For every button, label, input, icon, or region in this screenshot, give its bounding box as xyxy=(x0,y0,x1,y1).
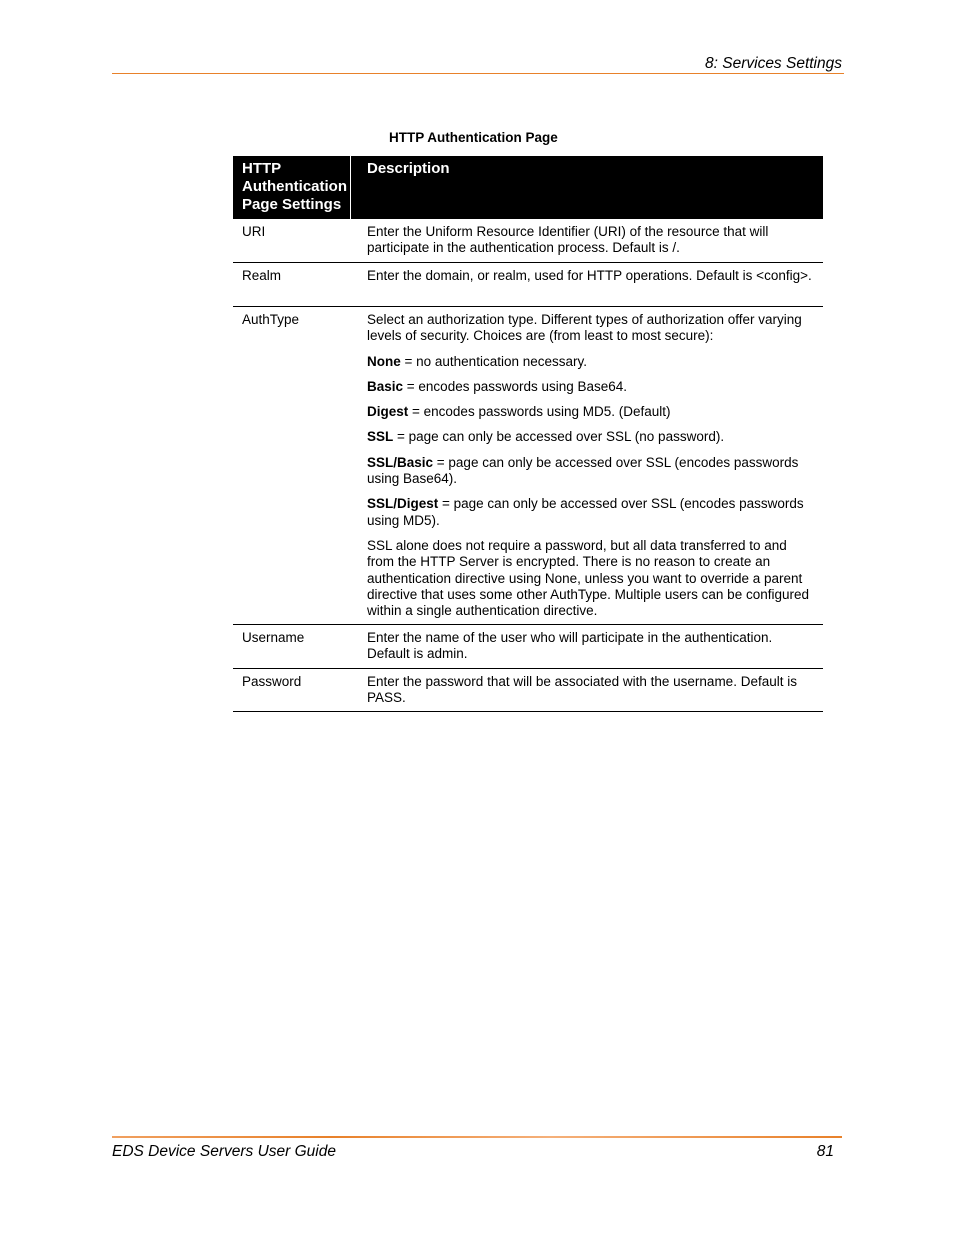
authtype-option-basic: Basic = encodes passwords using Base64. xyxy=(367,378,628,394)
description-text: Enter the domain, or realm, used for HTTP operations. Default is <config>. xyxy=(367,268,812,283)
setting-description xyxy=(351,307,823,624)
setting-name: Realm xyxy=(242,268,282,283)
setting-name: Username xyxy=(242,630,305,645)
authtype-option-ssl-digest: SSL/Digest = page can only be accessed over SSL (encodes passwords using MD5). xyxy=(367,496,804,528)
setting-description xyxy=(351,669,823,711)
table-row-uri xyxy=(233,219,823,263)
header-divider xyxy=(112,73,844,74)
setting-description xyxy=(351,263,823,306)
page-header-section: 8: Services Settings xyxy=(705,55,842,72)
table-caption: HTTP Authentication Page xyxy=(389,130,558,145)
description-text: Select an authorization type. Different types of authorization offer varying levels of security. Choices are (from least to most secure): xyxy=(367,312,802,344)
description-text: Enter the Uniform Resource Identifier (URI) of the resource that will participate in the authentication process. Default is /. xyxy=(367,224,769,256)
authtype-option-ssl: SSL = page can only be accessed over SSL (no password). xyxy=(367,429,725,445)
table-row-password xyxy=(233,669,823,712)
footer-guide-title: EDS Device Servers User Guide xyxy=(112,1143,336,1160)
setting-name: URI xyxy=(242,224,266,239)
authtype-option-digest: Digest = encodes passwords using MD5. (Default) xyxy=(367,404,671,420)
table-header-row xyxy=(233,156,823,219)
setting-description xyxy=(351,625,823,668)
authtype-note: SSL alone does not require a password, but all data transferred to and from the HTTP Server is encrypted. There is no reason to create an authentication directive using None, unless you want to override a parent directive that uses some other AuthType. Multiple users can be configured within a single authentication directive. xyxy=(367,537,809,619)
authtype-option-ssl-basic: SSL/Basic = page can only be accessed over SSL (encodes passwords using Base64). xyxy=(367,454,799,487)
description-text: Enter the name of the user who will participate in the authentication. Default is admin. xyxy=(367,630,773,662)
setting-name: Password xyxy=(242,674,302,689)
authtype-option-none: None = no authentication necessary. xyxy=(367,353,587,369)
footer-divider xyxy=(112,1136,842,1138)
description-text: Enter the password that will be associated with the username. Default is PASS. xyxy=(367,674,797,706)
footer-page-number: 81 xyxy=(816,1143,834,1160)
col-header-line: Page Settings xyxy=(242,196,342,213)
col-header-line: HTTP xyxy=(242,160,282,177)
col-header-line: Authentication xyxy=(242,178,347,195)
col-header-description: Description xyxy=(367,160,450,177)
setting-description xyxy=(351,219,823,262)
table-row-authtype xyxy=(233,307,823,625)
setting-name: AuthType xyxy=(242,312,300,327)
settings-table xyxy=(233,156,823,712)
col-header-settings xyxy=(233,156,351,219)
table-row-username xyxy=(233,625,823,669)
table-row-realm xyxy=(233,263,823,307)
